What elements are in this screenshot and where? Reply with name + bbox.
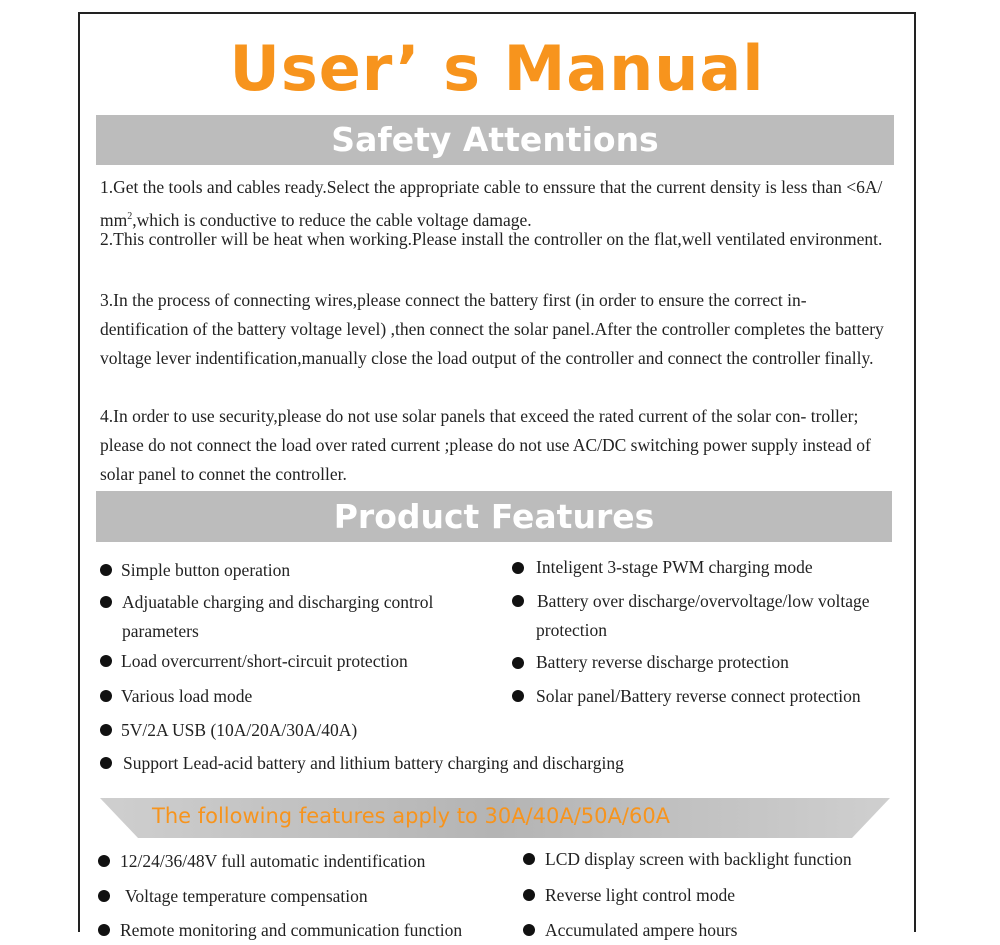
bullet-icon bbox=[98, 890, 110, 902]
feature-item-cont: parameters bbox=[122, 621, 199, 641]
safety-p1-end: ,which is conductive to reduce the cable voltage damage. bbox=[132, 209, 532, 230]
bullet-icon bbox=[98, 924, 110, 936]
features-heading: Product Features bbox=[96, 491, 892, 542]
page-title: User’ s Manual bbox=[229, 32, 765, 105]
bullet-icon bbox=[523, 853, 535, 865]
safety-paragraph-2: 2.This controller will be heat when working.Please install the controller on the flat,well ventilated environment. bbox=[100, 229, 883, 249]
bullet-icon bbox=[100, 564, 112, 576]
bullet-icon bbox=[512, 595, 524, 607]
page-border-left bbox=[78, 12, 80, 932]
bullet-icon bbox=[512, 690, 524, 702]
bullet-icon bbox=[100, 655, 112, 667]
safety-heading: Safety Attentions bbox=[96, 115, 894, 165]
safety-paragraph-3: 3.In the process of connecting wires,please connect the battery first (in order to ensure the correct in- dentification of the battery voltage level) ,then connect the solar panel.After the controller completes the battery voltage lever indentification,manually close the load output of the controller and connect the controller finally. bbox=[100, 290, 884, 368]
bullet-icon bbox=[523, 924, 535, 936]
page-border-right bbox=[914, 12, 916, 932]
feature-item-cont: protection bbox=[536, 620, 607, 640]
bullet-icon bbox=[512, 562, 524, 574]
bullet-icon bbox=[523, 889, 535, 901]
safety-p1-text: 1.Get the tools and cables ready.Select the appropriate cable to enssure that the current density is less than <6A/ mm bbox=[100, 177, 883, 230]
bullet-icon bbox=[100, 596, 112, 608]
bullet-icon bbox=[100, 724, 112, 736]
safety-paragraph-4: 4.In order to use security,please do not use solar panels that exceed the rated current of the solar con- troller; please do not connect the load over rated current ;please do not use AC/DC switching power supply instead of solar panel to connet the controller. bbox=[100, 406, 871, 484]
bullet-icon bbox=[100, 757, 112, 769]
bullet-icon bbox=[512, 657, 524, 669]
page-border-top bbox=[78, 12, 916, 14]
bullet-icon bbox=[98, 855, 110, 867]
manual-page: User’ s Manual Safety Attentions 1.Get the tools and cables ready.Select the appropriate cable to enssure that the current density is less than <6A/ $mm^2,which$ is conductive to reduce the cable voltage damage. 2.This controller will be heat when working.Please install the controller on the flat,well ventilated environment. 3.In the process of connecting wires,please connect the battery first (in order to ensure the correct in- dentification of the battery voltage level) ,then connect the solar panel.After the controller completes the battery voltage lever indentification,manually close the load output of the controller and connect the controller finally. 4.In order to use security,please do not use solar panels that exceed the rated current of the solar con- troller; please do not connect the load over rated current ;please do not use AC/DC switching power supply instead of solar panel to connet the controller. Product Features Simple button operation Adjuatable charging and discharging control parameters Load overcurrent/short-circuit protection Various load mode 5V/2A USB (10A/20A/30A/40A) Support Lead-acid battery and lithium battery charging and discharging Inteligent 3-stage PWM charging mode Battery over discharge/overvoltage/low voltage protection Battery reverse discharge protection Solar panel/Battery reverse connect protection The following features apply to 30A/40A/50A/60A 12/24/36/48V full automatic indentification Voltage temperature compensation Remote monitoring and communication function LCD display screen with backlight function Reverse light control mode Accumulated ampere hours bbox=[0, 0, 1000, 932]
banner-text: The following features apply to 30A/40A/50A/60A bbox=[152, 804, 671, 828]
superscript: 2 bbox=[127, 211, 133, 222]
model-banner bbox=[100, 798, 890, 838]
bullet-icon bbox=[100, 690, 112, 702]
